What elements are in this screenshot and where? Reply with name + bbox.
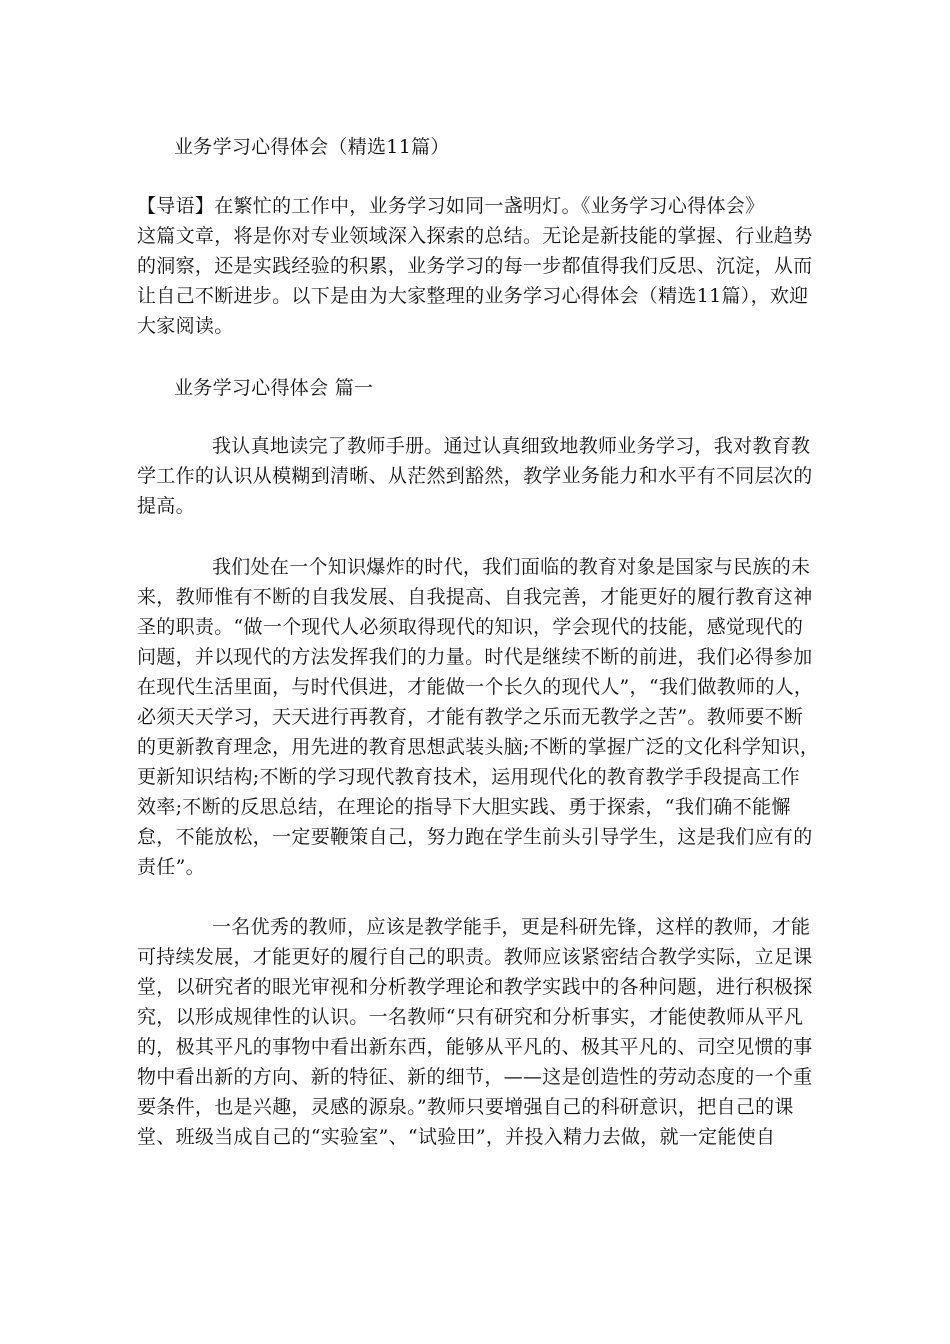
paragraph-line: 要条件，也是兴趣，灵感的源泉。”教师只要增强自己的科研意识，把自己的课 — [137, 1096, 794, 1118]
paragraph-line: 在现代生活里面，与时代俱进，才能做一个长久的现代人”，“我们做教师的人， — [137, 676, 814, 698]
intro-line: 的洞察，还是实践经验的积累，业务学习的每一步都值得我们反思、沉淀，从而 — [137, 255, 813, 277]
paragraph-line: 更新知识结构;不断的学习现代教育技术，运用现代化的教育教学手段提高工作 — [137, 766, 800, 788]
paragraph-line: 必须天天学习，天天进行再教育，才能有教学之乐而无教学之苦”。教师要不断 — [137, 706, 804, 728]
paragraph-line: 责任”。 — [137, 856, 205, 878]
paragraph-line: 可持续发展，才能更好的履行自己的职责。教师应该紧密结合教学实际，立足课 — [137, 946, 813, 968]
document-title: 业务学习心得体会（精选11篇） — [174, 136, 450, 158]
paragraph-line: 我认真地读完了教师手册。通过认真细致地教师业务学习，我对教育教 — [212, 435, 811, 457]
paragraph-line: 物中看出新的方向、新的特征、新的细节，——这是创造性的劳动态度的一个重 — [137, 1066, 813, 1088]
intro-line: 让自己不断进步。以下是由为大家整理的业务学习心得体会（精选11篇），欢迎 — [137, 285, 809, 307]
paragraph-line: 来，教师惟有不断的自我发展、自我提高、自我完善，才能更好的履行教育这神 — [137, 586, 813, 608]
paragraph-line: 效率;不断的反思总结，在理论的指导下大胆实践、勇于探索，“我们确不能懈 — [137, 796, 791, 818]
paragraph-line: 圣的职责。“做一个现代人必须取得现代的知识，学会现代的技能，感觉现代的 — [137, 616, 804, 638]
paragraph-line: 提高。 — [137, 495, 195, 517]
intro-line: 这篇文章，将是你对专业领域深入探索的总结。无论是新技能的掌握、行业趋势 — [137, 225, 813, 247]
paragraph-line: 学工作的认识从模糊到清晰、从茫然到豁然，教学业务能力和水平有不同层次的 — [137, 465, 813, 487]
paragraph-line: 我们处在一个知识爆炸的时代，我们面临的教育对象是国家与民族的未 — [212, 556, 811, 578]
paragraph-line: 堂、班级当成自己的“实验室”、“试验田”，并投入精力去做，就一定能使自 — [137, 1126, 776, 1148]
intro-line: 大家阅读。 — [137, 315, 234, 337]
paragraph-line: 堂，以研究者的眼光审视和分析教学理论和教学实践中的各种问题，进行积极探 — [137, 976, 813, 998]
paragraph-line: 问题，并以现代的方法发挥我们的力量。时代是继续不断的前进，我们必得参加 — [137, 646, 813, 668]
paragraph-line: 一名优秀的教师，应该是教学能手，更是科研先锋，这样的教师，才能 — [212, 916, 811, 938]
paragraph-line: 究，以形成规律性的认识。一名教师“只有研究和分析事实，才能使教师从平凡 — [137, 1006, 804, 1028]
paragraph-line: 的更新教育理念，用先进的教育思想武装头脑;不断的掌握广泛的文化科学知识， — [137, 736, 820, 758]
section-heading: 业务学习心得体会 篇一 — [174, 377, 374, 399]
intro-line: 【导语】在繁忙的工作中，业务学习如同一盏明灯。《业务学习心得体会》 — [137, 195, 765, 217]
paragraph-line: 怠，不能放松，一定要鞭策自己，努力跑在学生前头引导学生，这是我们应有的 — [137, 826, 813, 848]
paragraph-line: 的，极其平凡的事物中看出新东西，能够从平凡的、极其平凡的、司空见惯的事 — [137, 1036, 813, 1058]
